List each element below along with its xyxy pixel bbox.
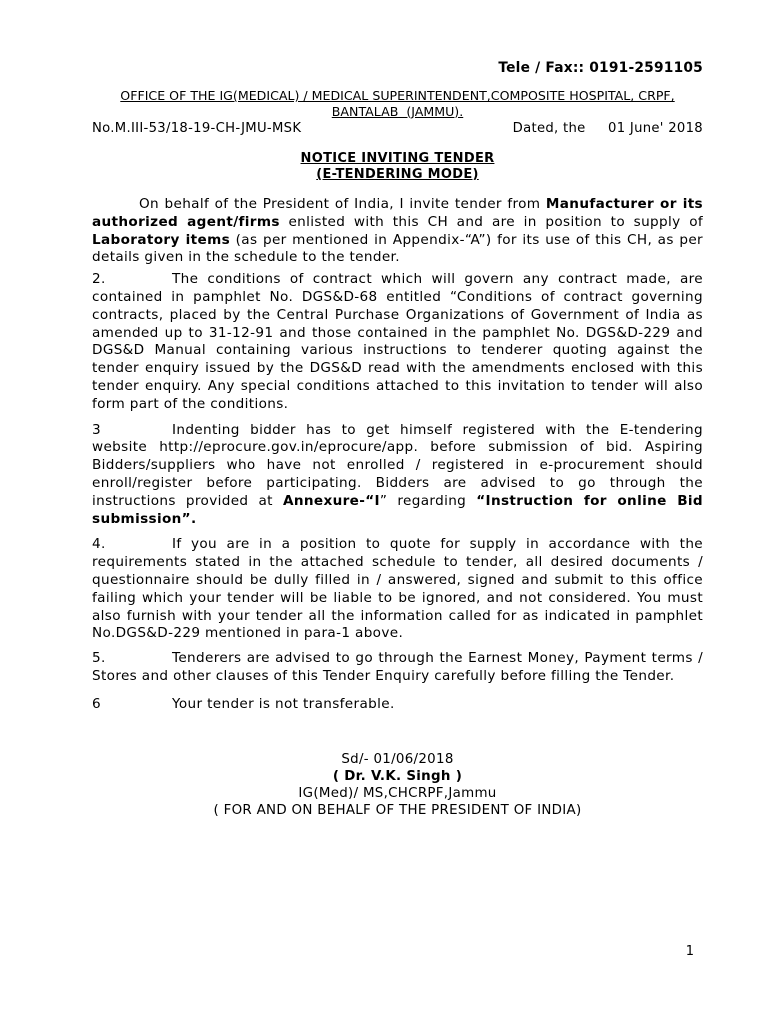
- paragraph-2-text: The conditions of contract which will govern any contract made, are contained in pamphlet No. DGS&D-68 entitled “Conditions of contract governing contracts, placed by the Central Purchase Organizations of Government of India as amended up to 31-12-91 and those contained in the pamphlet No. DGS&D-229 and DGS&D Manual containing various instructions to tenderer quoting against the tender enquiry issued by the DGS&D read with the amendments enclosed with this tender enquiry. Any special conditions attached to this invitation to tender will also form part of the conditions.: [92, 271, 703, 412]
- signature-block: [92, 751, 703, 819]
- signatory-designation: IG(Med)/ MS,CHCRPF,Jammu: [298, 785, 497, 801]
- paragraph-6: [92, 696, 703, 714]
- title-line2: (E-TENDERING MODE): [316, 167, 479, 182]
- office-heading-line1: OFFICE OF THE IG(MEDICAL) / MEDICAL SUPERINTENDENT,COMPOSITE HOSPITAL, CRPF,: [120, 88, 675, 103]
- title-line1: NOTICE INVITING TENDER: [300, 151, 495, 166]
- tele-fax-line: Tele / Fax:: 0191-2591105: [498, 60, 703, 76]
- paragraph-2-number: 2.: [92, 271, 106, 288]
- paragraph-4-text: If you are in a position to quote for supply in accordance with the requirements stated in the attached schedule to tender, all desired documents / questionnaire should be dully filled in / answered, signed and submit to this office failing which your tender will be liable to be ignored, and not considered. You must also furnish with your tender all the information called for as indicated in pamphlet No.DGS&D-229 mentioned in para-1 above.: [92, 536, 703, 642]
- signature-sd-line: Sd/- 01/06/2018: [341, 751, 454, 767]
- document-title: [92, 151, 703, 183]
- paragraph-3-text: Indenting bidder has to get himself registered with the E-tendering website http://eprocure.gov.in/eprocure/app. before submission of bid. Aspiring Bidders/suppliers who have not enrolled / registered in e-procurement should enroll/register before participating. Bidders are advised to go through the instructions provided at Annexure-“I” regarding “Instruction for online Bid submission”.: [92, 421, 704, 527]
- paragraph-2: [92, 271, 703, 413]
- paragraph-1-text: On behalf of the President of India, I invite tender from Manufacturer or its authorized agent/firms enlisted with this CH and are in position to supply of Laboratory items (as per mentioned in Appendix-“A”) for its use of this CH, as per details given in the schedule to the tender.: [92, 196, 703, 266]
- paragraph-5-text: Tenderers are advised to go through the Earnest Money, Payment terms / Stores and other clauses of this Tender Enquiry carefully before filling the Tender.: [92, 650, 703, 684]
- paragraph-1: [92, 196, 703, 267]
- document-date: Dated, the 01 June' 2018: [512, 121, 703, 136]
- reference-row: [92, 121, 703, 137]
- paragraph-6-number: 6: [92, 695, 101, 712]
- office-heading-line2: BANTALAB (JAMMU).: [331, 103, 464, 119]
- paragraph-3: [92, 422, 703, 529]
- signature-behalf-line: ( FOR AND ON BEHALF OF THE PRESIDENT OF INDIA): [213, 802, 582, 818]
- paragraph-5: [92, 650, 703, 686]
- paragraph-6-text: Your tender is not transferable.: [172, 695, 395, 712]
- page-number: 1: [685, 944, 694, 959]
- reference-number: No.M.III-53/18-19-CH-JMU-MSK: [92, 121, 302, 136]
- paragraph-5-number: 5.: [92, 650, 106, 667]
- signatory-name: ( Dr. V.K. Singh ): [332, 768, 463, 784]
- paragraph-3-number: 3: [92, 421, 101, 438]
- paragraph-4: [92, 536, 703, 643]
- paragraph-4-number: 4.: [92, 536, 106, 553]
